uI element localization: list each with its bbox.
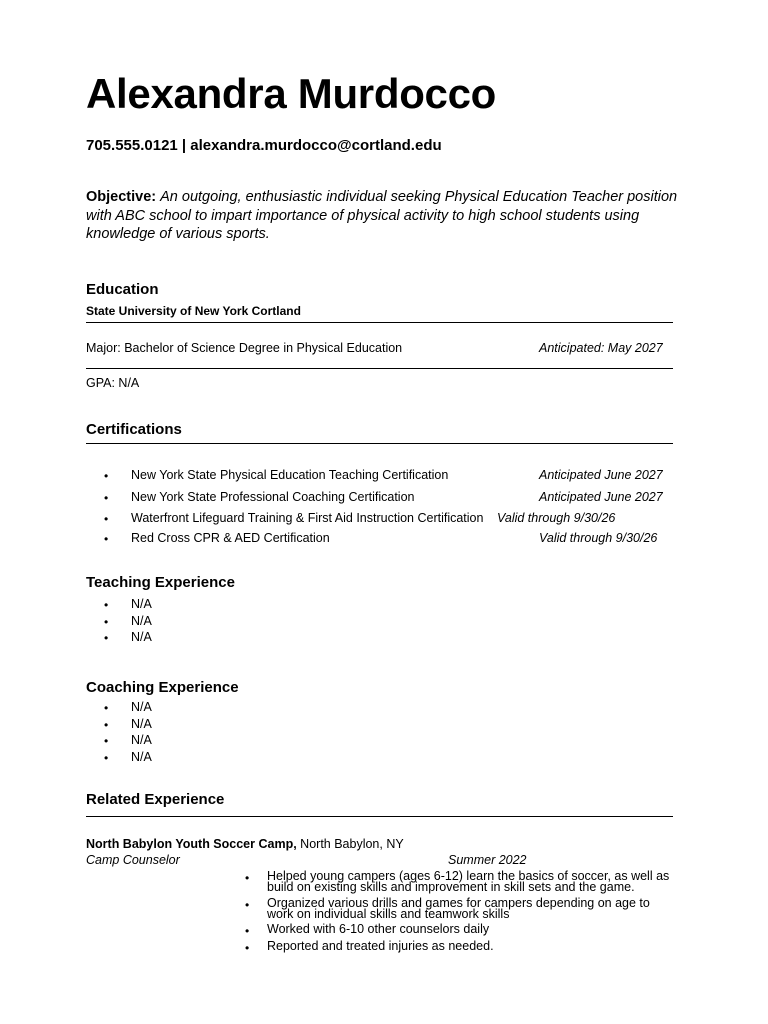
bullet-icon: • bbox=[104, 701, 109, 715]
candidate-name: Alexandra Murdocco bbox=[86, 70, 497, 117]
list-item: N/A bbox=[131, 700, 152, 714]
list-item: N/A bbox=[131, 597, 152, 611]
bullet-icon: • bbox=[104, 598, 109, 612]
certifications-heading: Certifications bbox=[86, 421, 182, 438]
job-date: Summer 2022 bbox=[448, 853, 527, 867]
objective-text: An outgoing, enthusiastic individual seeking Physical Education Teacher position with ABC school to impart importance of physical activity to high school students using knowledge of various sports. bbox=[86, 189, 678, 242]
divider bbox=[86, 322, 673, 323]
list-item: N/A bbox=[131, 750, 152, 764]
teaching-heading: Teaching Experience bbox=[86, 574, 235, 591]
major-text: Major: Bachelor of Science Degree in Physical Education bbox=[86, 341, 403, 355]
bullet-icon: • bbox=[104, 491, 109, 505]
certification-date: Valid through 9/30/26 bbox=[539, 531, 658, 545]
job-bullet: Reported and treated injuries as needed. bbox=[267, 939, 494, 953]
divider bbox=[86, 443, 673, 444]
bullet-icon: • bbox=[104, 631, 109, 645]
bullet-icon: • bbox=[245, 924, 250, 938]
bullet-icon: • bbox=[104, 718, 109, 732]
list-item: N/A bbox=[131, 614, 152, 628]
certification-item: New York State Physical Education Teaching Certification bbox=[131, 468, 449, 482]
bullet-icon: • bbox=[104, 615, 109, 629]
coaching-heading: Coaching Experience bbox=[86, 679, 239, 696]
divider bbox=[86, 368, 673, 369]
bullet-icon: • bbox=[245, 871, 250, 885]
objective-label: Objective: bbox=[86, 189, 157, 205]
education-heading: Education bbox=[86, 281, 159, 298]
gpa-text: GPA: N/A bbox=[86, 376, 140, 390]
contact-line: 705.555.0121 | alexandra.murdocco@cortland.edu bbox=[86, 137, 442, 154]
anticipated-date: Anticipated: May 2027 bbox=[539, 341, 663, 355]
job-bullet: Organized various drills and games for campers depending on age to work on individual skills and teamwork skills bbox=[267, 896, 650, 921]
related-heading: Related Experience bbox=[86, 791, 225, 808]
certification-item: Red Cross CPR & AED Certification bbox=[131, 531, 330, 545]
job-role: Camp Counselor bbox=[86, 853, 180, 867]
bullet-icon: • bbox=[245, 898, 250, 912]
certification-date: Valid through 9/30/26 bbox=[497, 511, 616, 525]
divider bbox=[86, 816, 673, 817]
bullet-icon: • bbox=[104, 532, 109, 546]
certification-item: New York State Professional Coaching Certification bbox=[131, 490, 415, 504]
list-item: N/A bbox=[131, 733, 152, 747]
bullet-icon: • bbox=[104, 751, 109, 765]
organization-location: North Babylon, NY bbox=[300, 837, 404, 851]
job-bullet: Helped young campers (ages 6-12) learn the basics of soccer, as well as build on existing skills and improvement in skill sets and the game. bbox=[267, 869, 670, 894]
school-name: State University of New York Cortland bbox=[86, 304, 301, 318]
certification-date: Anticipated June 2027 bbox=[539, 490, 663, 504]
bullet-icon: • bbox=[104, 512, 109, 526]
list-item: N/A bbox=[131, 630, 152, 644]
objective-paragraph bbox=[86, 188, 686, 244]
certification-date: Anticipated June 2027 bbox=[539, 468, 663, 482]
bullet-icon: • bbox=[104, 734, 109, 748]
bullet-icon: • bbox=[104, 469, 109, 483]
job-header bbox=[86, 837, 404, 851]
job-bullet: Worked with 6-10 other counselors daily bbox=[267, 922, 490, 936]
organization-name: North Babylon Youth Soccer Camp, bbox=[86, 837, 297, 851]
list-item: N/A bbox=[131, 717, 152, 731]
certification-item: Waterfront Lifeguard Training & First Aid Instruction Certification bbox=[131, 511, 484, 525]
bullet-icon: • bbox=[245, 941, 250, 955]
